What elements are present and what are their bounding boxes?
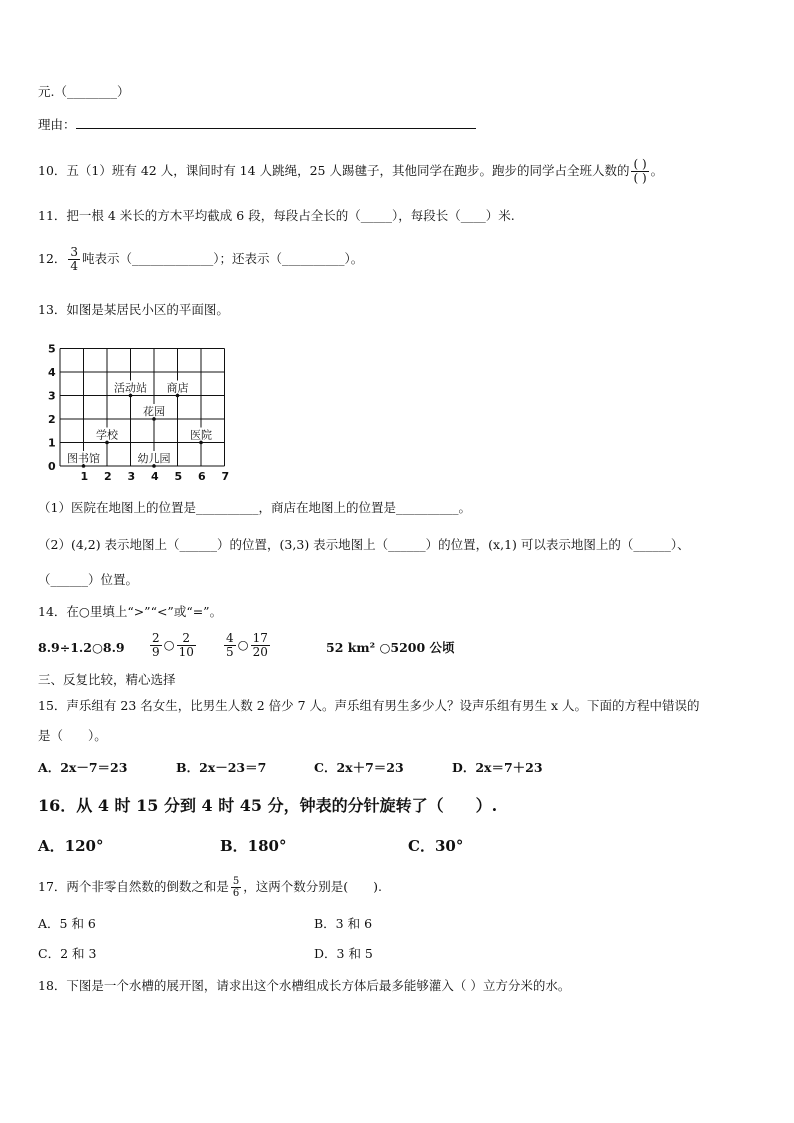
q16-option-b[interactable]: B．180°	[220, 837, 287, 855]
q16: 16．从 4 时 15 分到 4 时 45 分，钟表的分针旋转了（ ）.	[38, 796, 498, 815]
q17-fraction: $\frac{5}{6}$	[232, 876, 240, 899]
q12: 12． $\frac{3}{4}$ 吨表示（_____________）；还表示（__________）。	[38, 245, 364, 273]
community-map	[40, 340, 240, 486]
q12-fraction: $\frac{3}{4}$	[70, 245, 79, 273]
section-heading: 三、反复比较，精心选择	[38, 672, 176, 687]
compare-circle-3[interactable]: ○	[237, 637, 249, 652]
place-label: 图书馆	[67, 452, 100, 465]
y-tick-label: 4	[48, 366, 56, 379]
x-tick-label: 7	[221, 470, 230, 483]
y-tick-label: 1	[48, 436, 56, 450]
q13-sub2: （2）(4,2) 表示地图上（______）的位置，(3,3) 表示地图上（______）的位置，(x,1) 可以表示地图上的（______）、	[38, 537, 690, 552]
reason-label: 理由：	[38, 117, 76, 132]
y-tick-label: 2	[48, 413, 56, 426]
q9-reason	[38, 116, 476, 133]
q17-option-c[interactable]: C．2 和 3	[38, 946, 97, 961]
q12-text: 吨表示（_____________）；还表示（__________）。	[82, 251, 364, 266]
place-label: 学校	[96, 428, 118, 442]
y-tick-label: 3	[48, 389, 56, 403]
q13-title: 13．如图是某居民小区的平面图。	[38, 302, 229, 317]
q9-line	[38, 84, 129, 100]
q14-item2: $\frac{2}{9}$ ○ $\frac{2}{10}$	[152, 631, 194, 659]
place-label: 花园	[143, 405, 165, 418]
q14-item4: 52 km² ○5200 公顷	[326, 640, 455, 655]
compare-circle-2[interactable]: ○	[163, 637, 175, 652]
q14-item1: 8.9÷1.2○8.9	[38, 640, 125, 655]
q15: 15．声乐组有 23 名女生，比男生人数 2 倍少 7 人。声乐组有男生多少人？设声乐组有男生 x 人。下面的方程中错误的	[38, 698, 700, 713]
place-label: 商店	[166, 381, 189, 395]
reason-blank[interactable]	[76, 116, 476, 129]
q17: 17．两个非零自然数的倒数之和是 $\frac{5}{6}$ ，这两个数分别是( ).	[38, 876, 383, 899]
q17-option-a[interactable]: A．5 和 6	[38, 916, 96, 931]
q17-option-b[interactable]: B．3 和 6	[314, 916, 373, 931]
q15-option-c[interactable]: C．2x＋7＝23	[314, 760, 404, 775]
q13-sub1: （1）医院在地图上的位置是__________，商店在地图上的位置是__________。	[38, 500, 471, 515]
q17-option-d[interactable]: D．3 和 5	[314, 946, 373, 961]
q11-text: 11．把一根 4 米长的方木平均截成 6 段，每段占全长的（_____），每段长（____）米.	[38, 208, 515, 223]
q18: 18．下图是一个水槽的展开图，请求出这个水槽组成长方体后最多能够灌入（ ）立方分米的水。	[38, 978, 571, 993]
x-tick-label: 1	[80, 470, 89, 483]
q15-line2: 是（ ）。	[38, 728, 107, 743]
place-label: 幼儿园	[137, 452, 171, 465]
q14-title: 14．在○里填上“>”“<”或“=”。	[38, 604, 223, 619]
place-label: 医院	[190, 428, 212, 442]
x-tick-label: 2	[104, 470, 112, 483]
q14-item3: $\frac{4}{5}$ ○ $\frac{17}{20}$	[226, 631, 268, 659]
q15-option-b[interactable]: B．2x－23＝7	[176, 760, 267, 775]
q10-text: 10．五（1）班有 42 人，课间时有 14 人跳绳，25 人踢毽子，其他同学在跑步。跑步的同学占全班人数的	[38, 163, 630, 178]
q15-option-a[interactable]: A．2x－7＝23	[38, 760, 128, 775]
x-tick-label: 4	[151, 470, 159, 483]
q10-fraction: $\frac{( )}{( )}$	[633, 157, 647, 185]
x-tick-label: 5	[174, 470, 183, 483]
x-tick-label: 0	[48, 460, 56, 473]
q13-sub2b: （______）位置。	[38, 572, 139, 587]
q11	[38, 208, 515, 224]
q15-option-d[interactable]: D．2x＝7＋23	[452, 760, 543, 775]
y-tick-label: 5	[48, 342, 56, 356]
q16-option-c[interactable]: C．30°	[408, 837, 464, 855]
q10: 10．五（1）班有 42 人，课间时有 14 人跳绳，25 人踢毽子，其他同学在跑步。跑步的同学占全班人数的 $\frac{( )}{( )}$ 。	[38, 157, 664, 185]
q9-text: 元.（________）	[38, 84, 130, 99]
q16-option-a[interactable]: A．120°	[38, 837, 104, 855]
x-tick-label: 3	[127, 470, 136, 483]
place-label: 活动站	[114, 381, 147, 395]
x-tick-label: 6	[198, 470, 206, 483]
